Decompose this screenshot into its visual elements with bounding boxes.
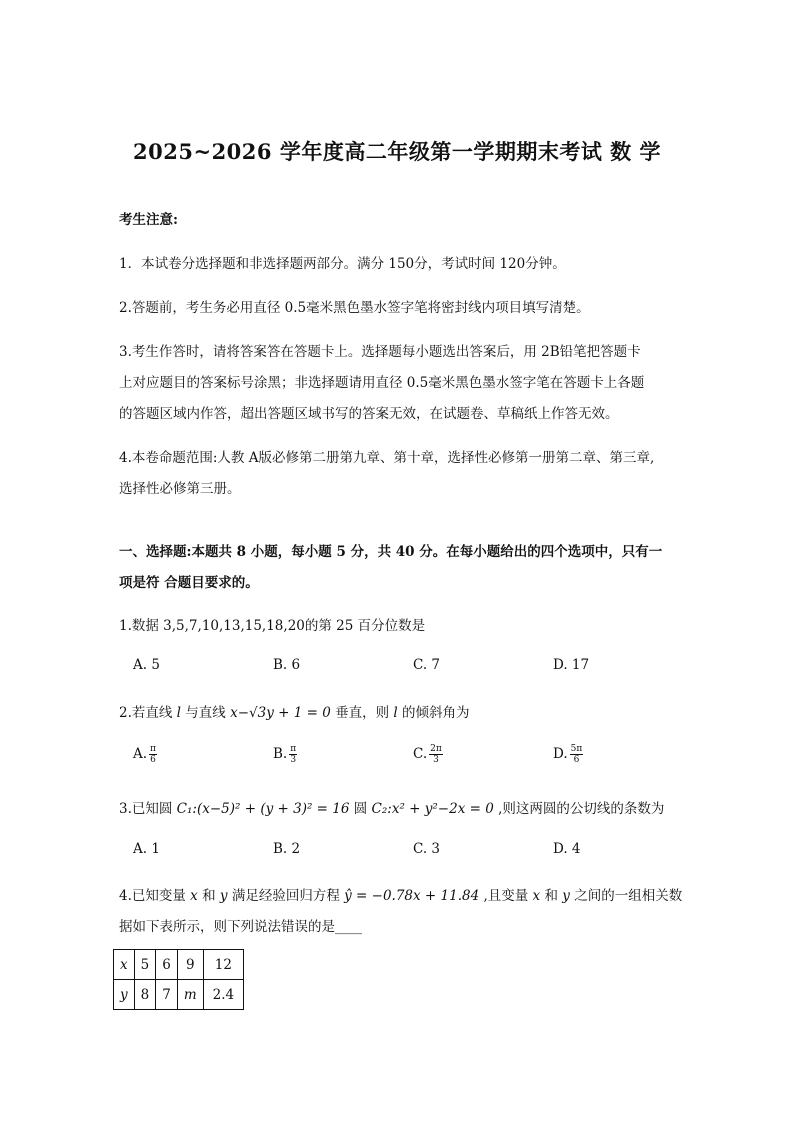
q3-option-c: C. 3 (413, 841, 441, 857)
q2-option-a-label: A. (133, 746, 148, 762)
q3-option-b: B. 2 (273, 841, 301, 857)
q2-option-a (133, 744, 157, 765)
q2-option-b-fraction (289, 744, 297, 765)
notice-heading: 考生注意: (119, 212, 178, 228)
q3-option-d: D. 4 (553, 841, 581, 857)
q3-circle-c1: C₁:(x−5)² + (y + 3)² = 16 (176, 801, 350, 817)
table-cell: x (114, 950, 135, 980)
notice-item-3-cont2: 的答题区域内作答，超出答题区域书写的答案无效，在试题卷、草稿纸上作答无效。 (119, 406, 619, 422)
notice-item-4-cont: 选择性必修第三册。 (119, 481, 241, 497)
table-cell: y (114, 980, 135, 1010)
q2-option-d-numerator: 5π (570, 744, 583, 754)
q4-text-b: 和 (197, 888, 220, 904)
q2-option-d-label: D. (553, 746, 568, 762)
q2-line-l: l (176, 705, 181, 721)
q2-text-b: 与直线 (181, 705, 231, 721)
q4-text-e: 和 (540, 888, 563, 904)
question-4-stem (119, 884, 682, 904)
q2-option-d-denominator: 6 (573, 755, 580, 765)
table-row (114, 980, 244, 1010)
q4-text-f: 之间的一组相关数 (569, 888, 683, 904)
notice-item-1: 1．本试卷分选择题和非选择题两部分。满分 150分，考试时间 120分钟。 (119, 256, 566, 272)
q2-line-l-2: l (393, 705, 398, 721)
exam-title: 2025~2026 学年度高二年级第一学期期末考试 数 学 (133, 139, 661, 164)
table-cell: m (177, 980, 203, 1010)
table-cell: 12 (203, 950, 243, 980)
q2-option-c-label: C. (413, 746, 428, 762)
table-cell: 2.4 (203, 980, 243, 1010)
q2-option-a-fraction (149, 744, 157, 765)
q4-text-c: 满足经验回归方程 (227, 888, 345, 904)
q2-option-b-numerator: π (290, 744, 297, 754)
q1-option-c: C. 7 (413, 657, 441, 673)
q4-text-d: ,且变量 (479, 888, 533, 904)
q2-option-b-denominator: 3 (290, 755, 297, 765)
q2-option-a-denominator: 6 (150, 755, 156, 765)
table-cell: 6 (156, 950, 178, 980)
q2-option-d-fraction (570, 744, 584, 765)
notice-item-3: 3.考生作答时，请将答案答在答题卡上。选择题每小题选出答案后，用 2B铅笔把答题卡 (119, 344, 641, 360)
q1-option-a: A. 5 (133, 657, 160, 673)
q3-text-b: 圆 (349, 801, 372, 817)
q2-option-b-label: B. (273, 746, 288, 762)
q3-text-a: 3.已知圆 (119, 801, 177, 817)
q4-text-a: 4.已知变量 (119, 888, 191, 904)
table-row (114, 950, 244, 980)
q4-data-table (113, 949, 244, 1010)
q2-text-a: 2.若直线 (119, 705, 177, 721)
table-cell: 5 (134, 950, 156, 980)
q4-var-x: x (190, 888, 198, 904)
q2-text-c: 垂直，则 (330, 705, 394, 721)
q2-option-c-denominator: 3 (433, 755, 439, 765)
q2-line-equation: x−√3y + 1 = 0 (230, 705, 331, 721)
q4-var-y: y (219, 888, 228, 904)
question-1-stem: 1.数据 3,5,7,10,13,15,18,20的第 25 百分位数是 (119, 618, 426, 634)
q1-option-d: D. 17 (553, 657, 590, 673)
notice-item-2: 2.答题前，考生务必用直径 0.5毫米黑色墨水签字笔将密封线内项目填写清楚。 (119, 300, 590, 316)
table-cell: 8 (134, 980, 156, 1010)
q4-regression-equation: ŷ = −0.78x + 11.84 (344, 888, 480, 904)
q2-option-c-fraction (429, 744, 443, 765)
q2-option-c (413, 744, 443, 765)
table-cell: 7 (156, 980, 178, 1010)
q2-option-a-numerator: π (150, 744, 156, 754)
q3-option-a: A. 1 (133, 841, 160, 857)
notice-item-4: 4.本卷命题范围:人教 A版必修第二册第九章、第十章，选择性必修第一册第二章、第三章, (119, 450, 655, 466)
q2-option-d (553, 744, 583, 765)
q2-option-b (273, 744, 297, 765)
question-2-stem (119, 701, 470, 721)
notice-item-3-cont: 上对应题目的答案标号涂黑；非选择题请用直径 0.5毫米黑色墨水签字笔在答题卡上各题 (119, 375, 645, 391)
q3-circle-c2: C₂:x² + y²−2x = 0 (371, 801, 494, 817)
section1-heading: 一、选择题:本题共 8 小题，每小题 5 分，共 40 分。在每小题给出的四个选项中，只有一 (119, 544, 663, 560)
q4-var-y-2: y (562, 888, 570, 904)
q2-option-c-numerator: 2π (430, 744, 442, 754)
table-cell: 9 (177, 950, 203, 980)
question-4-stem-cont: 据如下表所示，则下列说法错误的是____ (119, 919, 362, 935)
question-3-stem (119, 797, 664, 817)
section1-heading-cont: 项是符 合题目要求的。 (119, 575, 259, 591)
q2-text-d: 的倾斜角为 (397, 705, 470, 721)
q1-option-b: B. 6 (273, 657, 301, 673)
q3-text-c: ,则这两圆的公切线的条数为 (493, 801, 665, 817)
q4-var-x-2: x (532, 888, 541, 904)
